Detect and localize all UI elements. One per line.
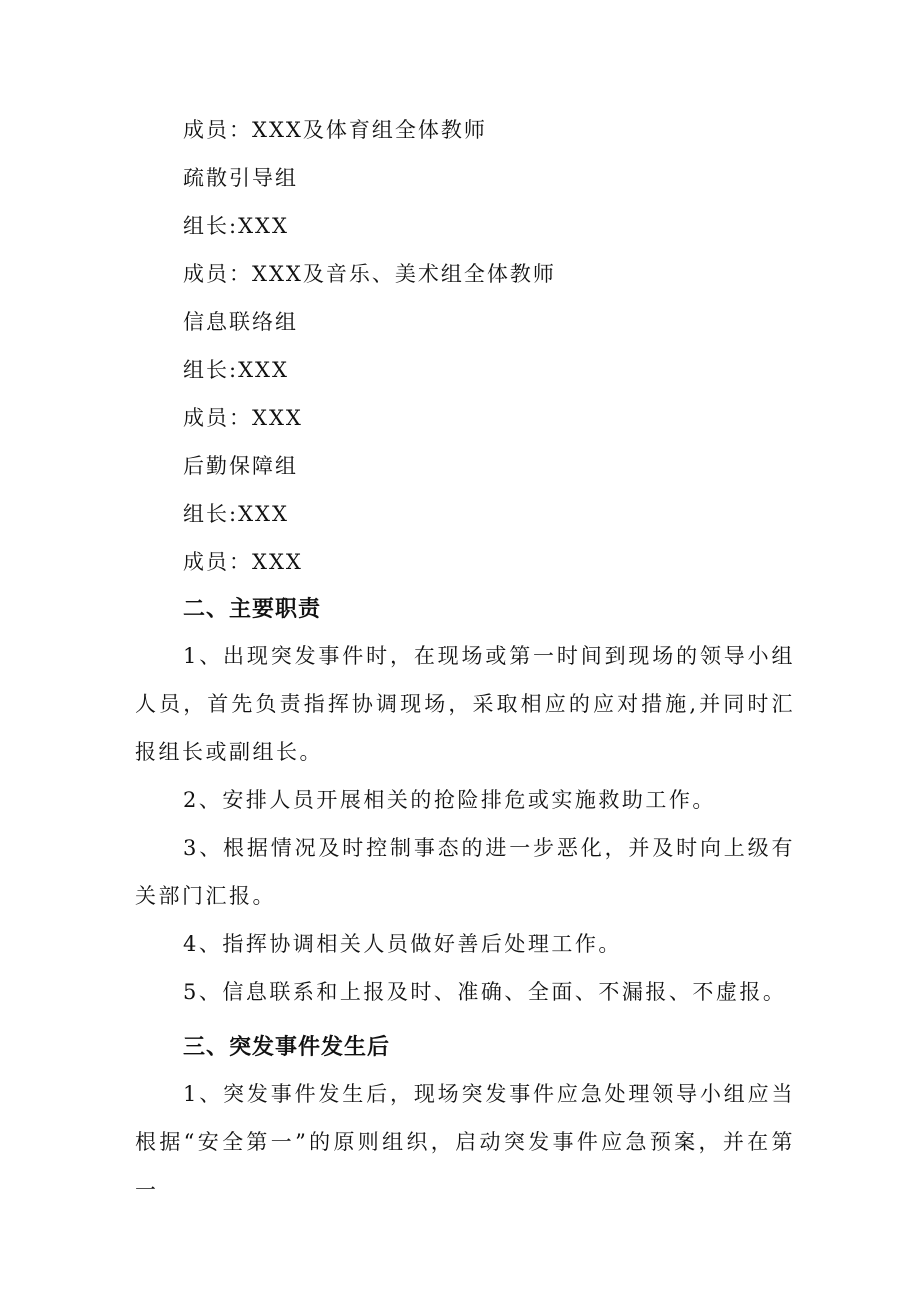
duty-item: 1、出现突发事件时，在现场或第一时间到现场的领导小组人员，首先负责指挥协调现场，采取相应的应对措施,并同时汇报组长或副组长。 [135, 644, 795, 764]
roster-line: 信息联络组 [183, 310, 298, 334]
roster-line: 组长:XXX [183, 358, 289, 382]
roster-line: 成员：XXX [183, 406, 303, 430]
roster-line: 组长:XXX [183, 214, 289, 238]
section-heading-duties: 二、主要职责 [183, 597, 322, 622]
duty-item: 2、安排人员开展相关的抢险排危或实施救助工作。 [183, 788, 716, 812]
duty-item: 5、信息联系和上报及时、准确、全面、不漏报、不虚报。 [183, 980, 787, 1004]
roster-line: 后勤保障组 [183, 454, 298, 478]
roster-line: 成员：XXX及体育组全体教师 [183, 118, 487, 142]
roster-line: 疏散引导组 [183, 166, 298, 190]
roster-line: 组长:XXX [183, 502, 289, 526]
duty-item: 4、指挥协调相关人员做好善后处理工作。 [183, 932, 622, 956]
after-event-item: 1、突发事件发生后，现场突发事件应急处理领导小组应当根据“安全第一”的原则组织，启动突发事件应急预案，并在第一 [135, 1082, 795, 1202]
duty-item: 3、根据情况及时控制事态的进一步恶化，并及时向上级有关部门汇报。 [135, 836, 795, 908]
roster-line: 成员：XXX及音乐、美术组全体教师 [183, 262, 556, 286]
roster-line: 成员：XXX [183, 550, 303, 574]
section-heading-after-event: 三、突发事件发生后 [183, 1035, 391, 1060]
